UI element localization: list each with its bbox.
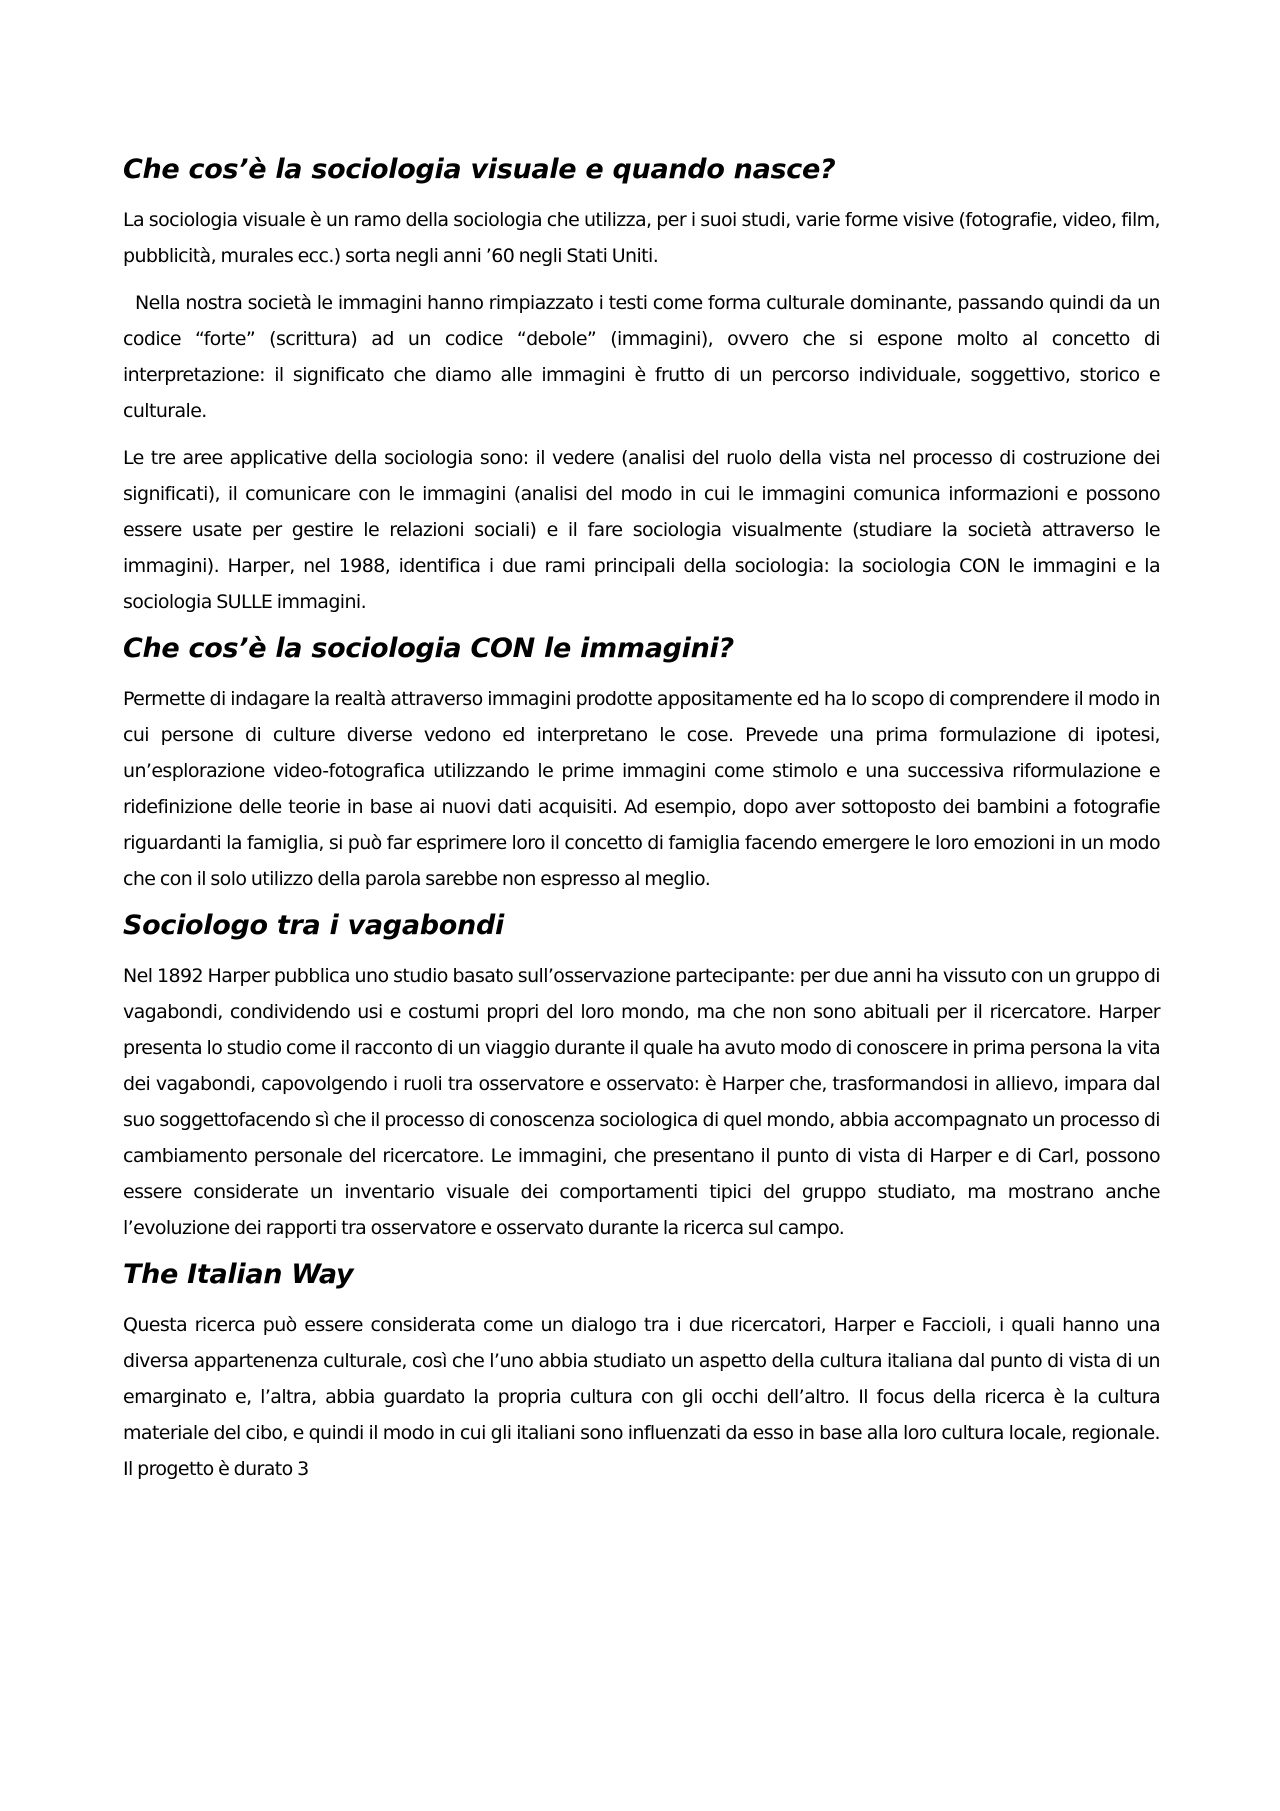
section-sociologia-con-immagini — [123, 631, 1160, 897]
paragraph: Nella nostra società le immagini hanno rimpiazzato i testi come forma culturale dominante, passando quindi da un codice “forte” (scrittura) ad un codice “debole” (immagini), ovvero che si espone molto al concetto di interpretazione: il significato che diamo alle immagini è frutto di un percorso individuale, soggettivo, storico e culturale. — [123, 292, 1160, 422]
section-heading: The Italian Way — [123, 1259, 354, 1290]
section-sociologo-vagabondi — [123, 908, 1160, 1246]
document-page — [123, 152, 1160, 1498]
section-heading: Che cos’è la sociologia visuale e quando nasce? — [123, 154, 836, 185]
section-heading: Sociologo tra i vagabondi — [123, 910, 504, 941]
section-sociologia-visuale — [123, 152, 1160, 620]
paragraph: Nel 1892 Harper pubblica uno studio basato sull’osservazione partecipante: per due anni ha vissuto con un gruppo di vagabondi, condividendo usi e costumi propri del loro mondo, ma che non sono abituali per il ricercatore. Harper presenta lo studio come il racconto di un viaggio durante il quale ha avuto modo di conoscere in prima persona la vita dei vagabondi, capovolgendo i ruoli tra osservatore e osservato: è Harper che, trasformandosi in allievo, impara dal suo soggettofacendo sì che il processo di conoscenza sociologica di quel mondo, abbia accompagnato un processo di cambiamento personale del ricercatore. Le immagini, che presentano il punto di vista di Harper e di Carl, possono essere considerate un inventario visuale dei comportamenti tipici del gruppo studiato, ma mostrano anche l’evoluzione dei rapporti tra osservatore e osservato durante la ricerca sul campo. — [123, 965, 1160, 1239]
section-italian-way — [123, 1257, 1160, 1487]
paragraph: Permette di indagare la realtà attraverso immagini prodotte appositamente ed ha lo scopo di comprendere il modo in cui persone di culture diverse vedono ed interpretano le cose. Prevede una prima formulazione di ipotesi, un’esplorazione video-fotografica utilizzando le prime immagini come stimolo e una successiva riformulazione e ridefinizione delle teorie in base ai nuovi dati acquisiti. Ad esempio, dopo aver sottoposto dei bambini a fotografie riguardanti la famiglia, si può far esprimere loro il concetto di famiglia facendo emergere le loro emozioni in un modo che con il solo utilizzo della parola sarebbe non espresso al meglio. — [123, 688, 1160, 890]
paragraph: La sociologia visuale è un ramo della sociologia che utilizza, per i suoi studi, varie forme visive (fotografie, video, film, pubblicità, murales ecc.) sorta negli anni ’60 negli Stati Uniti. — [123, 209, 1160, 267]
paragraph: Le tre aree applicative della sociologia sono: il vedere (analisi del ruolo della vista nel processo di costruzione dei significati), il comunicare con le immagini (analisi del modo in cui le immagini comunica informazioni e possono essere usate per gestire le relazioni sociali) e il fare sociologia visualmente (studiare la società attraverso le immagini). Harper, nel 1988, identifica i due rami principali della sociologia: la sociologia CON le immagini e la sociologia SULLE immagini. — [123, 447, 1160, 613]
section-heading: Che cos’è la sociologia CON le immagini? — [123, 633, 734, 664]
paragraph: Questa ricerca può essere considerata come un dialogo tra i due ricercatori, Harper e Faccioli, i quali hanno una diversa appartenenza culturale, così che l’uno abbia studiato un aspetto della cultura italiana dal punto di vista di un emarginato e, l’altra, abbia guardato la propria cultura con gli occhi dell’altro. Il focus della ricerca è la cultura materiale del cibo, e quindi il modo in cui gli italiani sono influenzati da esso in base alla loro cultura locale, regionale. Il progetto è durato 3 — [123, 1314, 1160, 1480]
